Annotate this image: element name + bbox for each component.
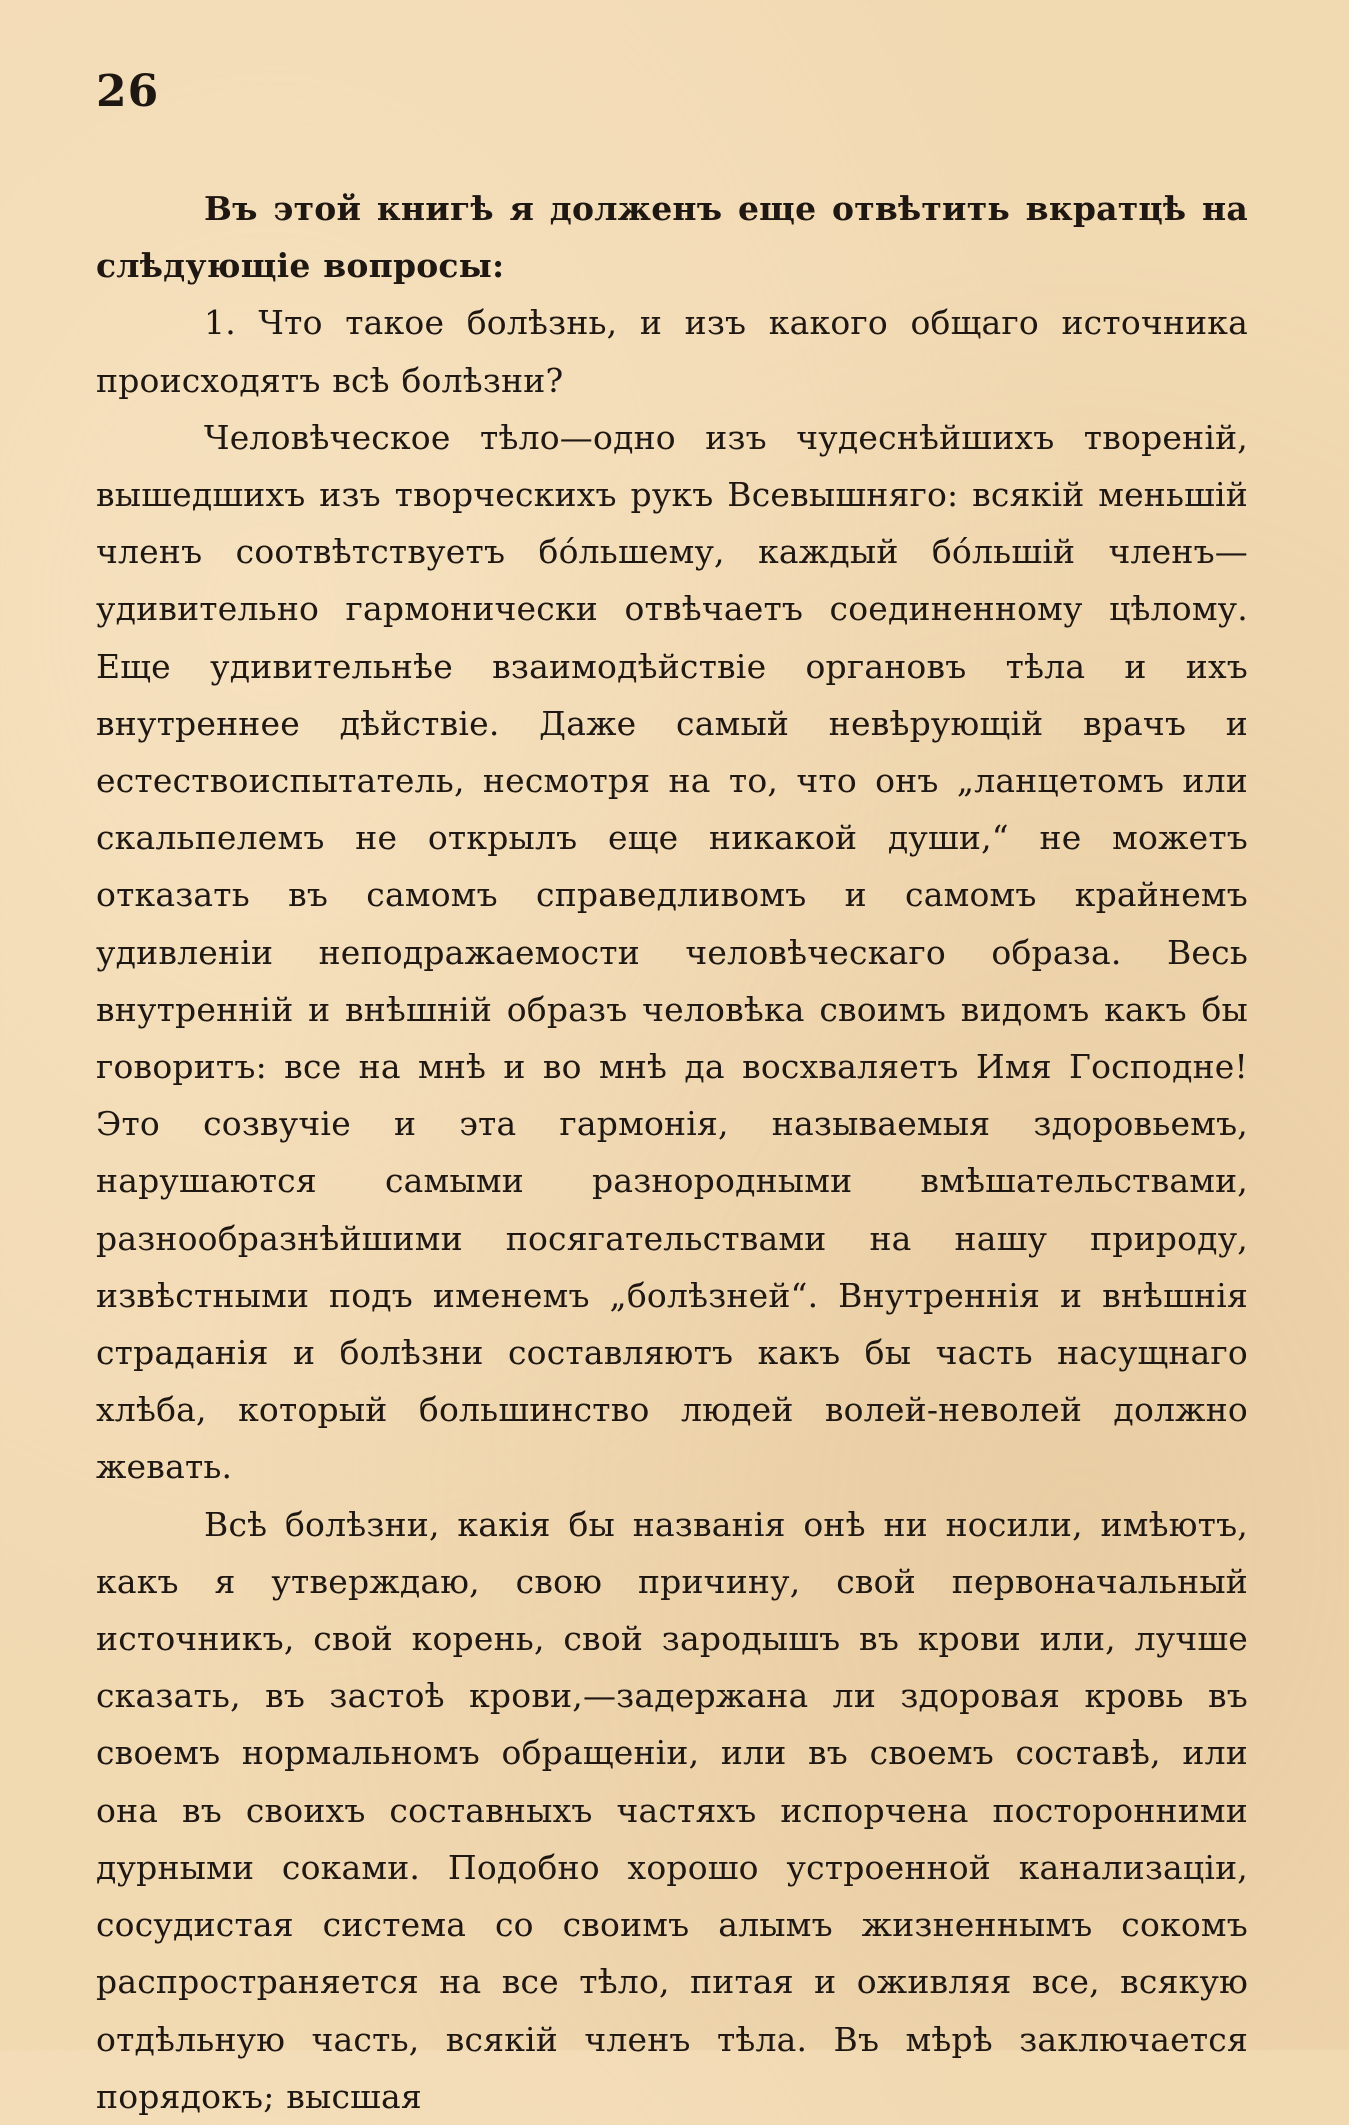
page-text bbox=[96, 180, 1248, 2125]
body-paragraph: Человѣческое тѣло—одно изъ чудеснѣйшихъ твореній, вышедшихъ изъ творческихъ рукъ Всевышняго: всякій меньшій членъ соотвѣтствуетъ бо́льшему, каждый бо́льшій членъ—удивительно гармонически отвѣчаетъ соединенному цѣлому. Еще удивительнѣе взаимодѣйствіе органовъ тѣла и ихъ внутреннее дѣйствіе. Даже самый невѣрующій врачъ и естествоиспытатель, несмотря на то, что онъ „ланцетомъ или скальпелемъ не открылъ еще никакой души,“ не можетъ отказать въ самомъ справедливомъ и самомъ крайнемъ удивленіи неподражаемости человѣческаго образа. Весь внутренній и внѣшній образъ человѣка своимъ видомъ какъ бы говоритъ: все на мнѣ и во мнѣ да восхваляетъ Имя Господне! Это созвучіе и эта гармонія, называемыя здоровьемъ, нарушаются самыми разнородными вмѣшательствами, разнообразнѣйшими посягательствами на нашу природу, извѣстными подъ именемъ „болѣзней“. Внутреннія и внѣшнія страданія и болѣзни составляютъ какъ бы часть насущнаго хлѣба, который большинство людей волей-неволей должно жевать. bbox=[96, 417, 1248, 1487]
page-number: 26 bbox=[96, 66, 160, 117]
body-paragraph: Всѣ болѣзни, какія бы названія онѣ ни носили, имѣютъ, какъ я утверждаю, свою причину, свой первоначальный источникъ, свой корень, свой зародышъ въ крови или, лучше сказать, въ застоѣ крови,—задержана ли здоровая кровь въ своемъ нормальномъ обращеніи, или въ своемъ составѣ, или она въ своихъ составныхъ частяхъ испорчена посторонними дурными соками. Подобно хорошо устроенной канализаціи, сосудистая система со своимъ алымъ жизненнымъ сокомъ распространяется на все тѣло, питая и оживляя все, всякую отдѣльную часть, всякій членъ тѣла. Въ мѣрѣ заключается порядокъ; высшая bbox=[96, 1504, 1248, 2116]
question-paragraph: 1. Что такое болѣзнь, и изъ какого общаго источника происходятъ всѣ болѣзни? bbox=[96, 303, 1248, 400]
intro-paragraph: Въ этой книгѣ я долженъ еще отвѣтить вкратцѣ на слѣдующіе вопросы: bbox=[96, 189, 1248, 286]
book-page bbox=[96, 62, 1248, 2125]
